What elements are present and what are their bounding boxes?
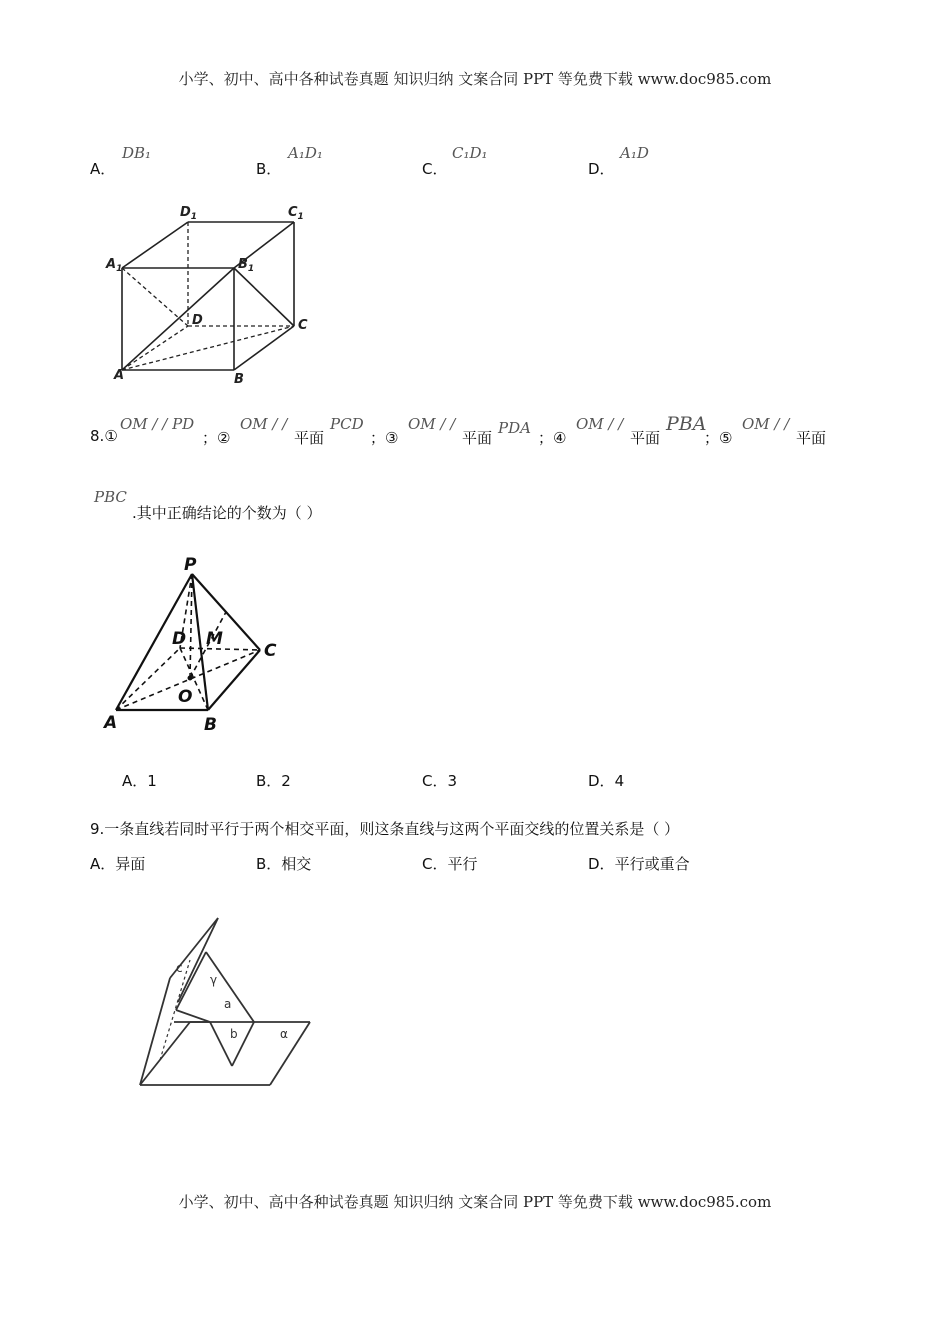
alpha-right-edge [270, 1022, 310, 1085]
q7-option-d-math: A₁D [620, 144, 649, 162]
hidden-p-o [190, 574, 192, 678]
label-c: C [264, 641, 277, 661]
beta-left-edge [140, 978, 170, 1085]
q8-math-2: OM / / [240, 415, 288, 433]
hidden-a-c [122, 326, 294, 370]
q8-plane-4: 平面 [630, 429, 661, 447]
q9-question: 9.一条直线若同时平行于两个相交平面，则这条直线与这两个平面交线的位置关系是（ ） [90, 820, 680, 838]
gamma-bottom-left [176, 1010, 210, 1022]
point-o [188, 676, 193, 681]
q8-option-b[interactable]: B．2 [256, 772, 291, 790]
q8-sep-1: ；② [202, 429, 231, 447]
label-c: c [176, 961, 183, 975]
q7-option-b[interactable] [256, 158, 281, 179]
hidden-a-d [116, 648, 180, 710]
gamma-lower-left [210, 1022, 232, 1066]
edge-b-c [234, 326, 294, 370]
q7-option-c-math: C₁D₁ [452, 144, 488, 162]
option-label: C． [422, 160, 448, 178]
label-a: a [224, 997, 232, 1011]
planes-figure [130, 910, 330, 1090]
option-label: D． [588, 160, 615, 178]
q9-option-a[interactable]: A．异面 [90, 855, 146, 873]
label-b: B [234, 372, 244, 387]
q7-option-d[interactable] [588, 158, 615, 179]
q8-math-3: OM / / [408, 415, 456, 433]
hidden-a1-d [122, 268, 188, 326]
q8-option-c[interactable]: C．3 [422, 772, 458, 790]
q8-math-3b: PDA [498, 419, 531, 437]
edge-a1-d1 [122, 222, 188, 268]
label-alpha: α [280, 1027, 288, 1041]
q8-math-5: OM / / [742, 415, 790, 433]
label-a1: $A_1$ [106, 257, 123, 274]
q9-option-c[interactable]: C．平行 [422, 855, 478, 873]
q8-sep-2: ；③ [370, 429, 399, 447]
q8-plane-3: 平面 [462, 429, 493, 447]
q8-option-a[interactable]: A．1 [122, 772, 157, 790]
edge-b-c [208, 650, 260, 710]
q8-math-1: OM / / PD [120, 415, 195, 433]
q7-option-a-math: DB₁ [122, 144, 152, 162]
label-c: C [298, 318, 308, 333]
alpha-left-edge [140, 1022, 190, 1085]
q7-option-c[interactable] [422, 158, 447, 179]
label-c1: $C_1$ [288, 205, 304, 222]
pyramid-figure [100, 552, 300, 738]
option-label: A． [90, 160, 116, 178]
label-b: b [230, 1027, 238, 1041]
q8-sep-4: ；⑤ [704, 429, 733, 447]
hidden-a-d [122, 326, 188, 370]
label-m: M [206, 629, 223, 649]
page-header: 小学、初中、高中各种试卷真题 知识归纳 文案合同 PPT 等免费下载 www.doc985.com [178, 70, 772, 88]
label-d: D [172, 629, 187, 649]
label-b: B [204, 715, 217, 735]
line-c [160, 960, 190, 1060]
q8-option-d[interactable]: D．4 [588, 772, 625, 790]
q8-math-5b: PBC [94, 488, 127, 506]
q8-math-4b: PBA [666, 413, 707, 435]
label-d1: $D_1$ [180, 205, 198, 222]
label-o: O [178, 687, 193, 707]
q9-option-b[interactable]: B．相交 [256, 855, 312, 873]
diag-b1-c [234, 268, 294, 326]
q8-sep-3: ；④ [538, 429, 567, 447]
q8-plane-2: 平面 [294, 429, 325, 447]
label-p: P [184, 555, 197, 575]
q8-number: 8.① [90, 427, 118, 445]
q8-plane-5: 平面 [796, 429, 827, 447]
label-d: D [192, 313, 203, 328]
option-label: B． [256, 160, 282, 178]
label-a: A [114, 368, 125, 383]
label-gamma: γ [210, 973, 218, 987]
q8-math-2b: PCD [330, 415, 364, 433]
q7-option-a[interactable] [90, 158, 115, 179]
q9-option-d[interactable]: D．平行或重合 [588, 855, 690, 873]
gamma-right-edge [206, 952, 254, 1022]
label-b1: $B_1$ [238, 257, 255, 274]
page-footer: 小学、初中、高中各种试卷真题 知识归纳 文案合同 PPT 等免费下载 www.doc985.com [178, 1193, 772, 1211]
cube-figure [100, 196, 330, 388]
q7-option-b-math: A₁D₁ [288, 144, 323, 162]
q8-math-4: OM / / [576, 415, 624, 433]
label-a: A [104, 713, 118, 733]
q8-question-tail: .其中正确结论的个数为（ ） [132, 504, 322, 522]
